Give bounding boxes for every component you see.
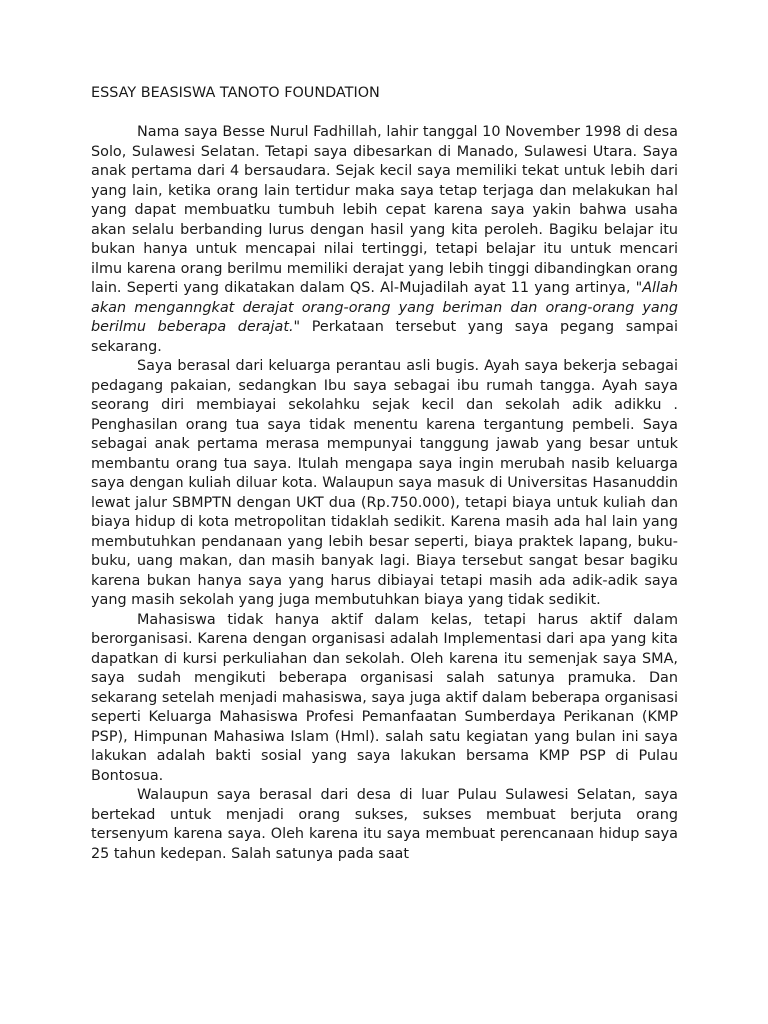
paragraph-introduction xyxy=(91,123,678,357)
quran-quote: "Allah akan menganngkat derajat orang-orang yang beriman dan orang-orang yang berilmu beberapa derajat." xyxy=(91,280,678,335)
document-body xyxy=(91,123,678,864)
document-title: ESSAY BEASISWA TANOTO FOUNDATION xyxy=(91,85,380,101)
paragraph-introduction-text: Nama saya Besse Nurul Fadhillah, lahir tanggal 10 November 1998 di desa Solo, Sulawesi Selatan. Tetapi saya dibesarkan di Manado, Sulawesi Utara. Saya anak pertama dari 4 bersaudara. Sejak kecil saya memiliki tekat untuk lebih dari yang lain, ketika orang lain tertidur maka saya tetap terjaga dan melakukan hal yang dapat membuatku tumbuh lebih cepat karena saya yakin bahwa usaha akan selalu berbanding lurus dengan hasil yang kita peroleh. Bagiku belajar itu bukan hanya untuk mencapai nilai tertinggi, tetapi belajar itu untuk mencari ilmu karena orang berilmu memiliki derajat yang lebih tinggi dibandingkan orang lain. Seperti yang dikatakan dalam QS. Al-Mujadilah ayat 11 yang artinya, xyxy=(91,124,678,296)
paragraph-introduction-closing: Perkataan tersebut yang saya pegang sampai sekarang. xyxy=(91,319,678,355)
paragraph-future-plans: Walaupun saya berasal dari desa di luar Pulau Sulawesi Selatan, saya bertekad untuk menjadi orang sukses, sukses membuat berjuta orang tersenyum karena saya. Oleh karena itu saya membuat perencanaan hidup saya 25 tahun kedepan. Salah satunya pada saat xyxy=(91,787,678,862)
paragraph-organizations: Mahasiswa tidak hanya aktif dalam kelas, tetapi harus aktif dalam berorganisasi. Karena dengan organisasi adalah Implementasi dari apa yang kita dapatkan di kursi perkuliahan dan sekolah. Oleh karena itu semenjak saya SMA, saya sudah mengikuti beberapa organisasi salah satunya pramuka. Dan sekarang setelah menjadi mahasiswa, saya juga aktif dalam beberapa organisasi seperti Keluarga Mahasiswa Profesi Pemanfaatan Sumberdaya Perikanan (KMP PSP), Himpunan Mahasiwa Islam (Hml). salah satu kegiatan yang bulan ini saya lakukan adalah bakti sosial yang saya lakukan bersama KMP PSP di Pulau Bontosua. xyxy=(91,611,678,784)
paragraph-family-background: Saya berasal dari keluarga perantau asli bugis. Ayah saya bekerja sebagai pedagang pakaian, sedangkan Ibu saya sebagai ibu rumah tangga. Ayah saya seorang diri membiayai sekolahku sejak kecil dan sekolah adik adikku . Penghasilan orang tua saya tidak menentu karena tergantung pembeli. Saya sebagai anak pertama merasa mempunyai tanggung jawab yang besar untuk membantu orang tua saya. Itulah mengapa saya ingin merubah nasib keluarga saya dengan kuliah diluar kota. Walaupun saya masuk di Universitas Hasanuddin lewat jalur SBMPTN dengan UKT dua (Rp.750.000), tetapi biaya untuk kuliah dan biaya hidup di kota metropolitan tidaklah sedikit. Karena masih ada hal lain yang membutuhkan pendanaan yang lebih besar seperti, biaya praktek lapang, buku-buku, uang makan, dan masih banyak lagi. Biaya tersebut sangat besar bagiku karena bukan hanya saya yang harus dibiayai tetapi masih ada adik-adik saya yang masih sekolah yang juga membutuhkan biaya yang tidak sedikit. xyxy=(91,358,678,608)
